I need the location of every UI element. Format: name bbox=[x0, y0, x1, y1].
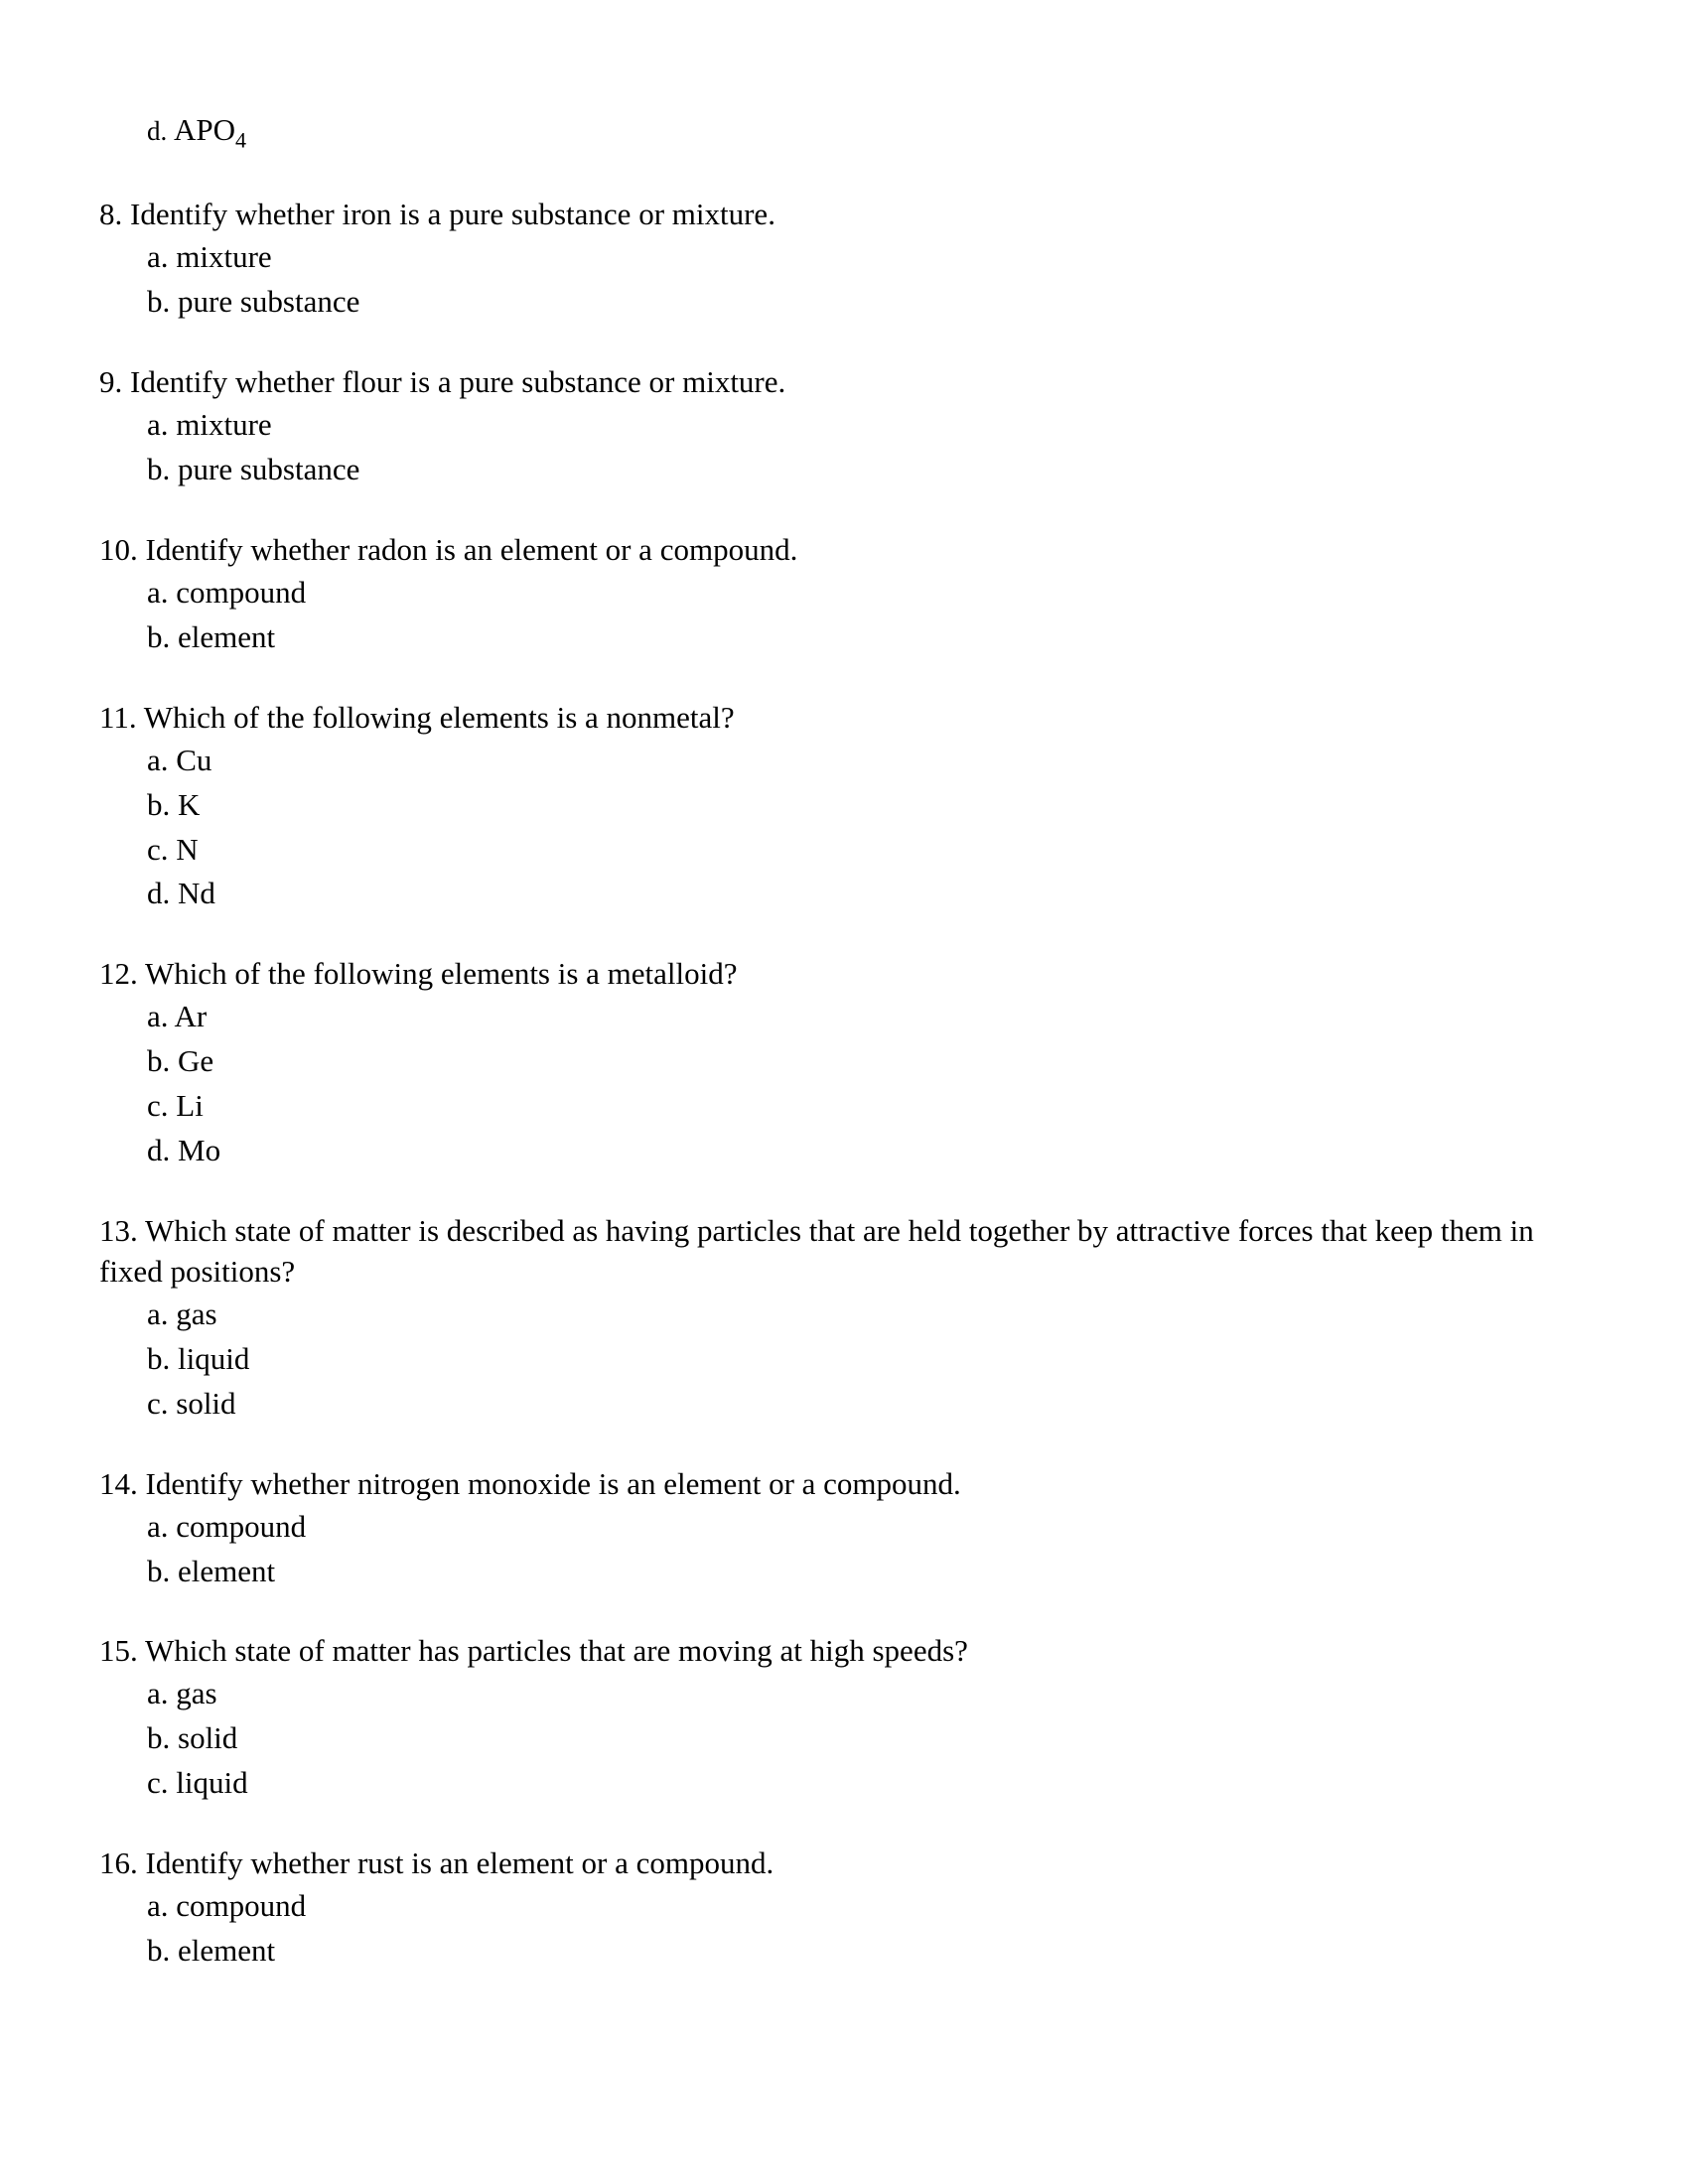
question-stem: 13. Which state of matter is described as having particles that are held together by attractive forces that keep them in fixed positions? bbox=[99, 1213, 1534, 1289]
question-block bbox=[99, 954, 1549, 1173]
option-list bbox=[99, 235, 1549, 325]
question-stem: 10. Identify whether radon is an element or a compound. bbox=[99, 531, 798, 567]
orphan-option-letter: d. bbox=[147, 116, 168, 146]
orphan-option-text: APO bbox=[174, 112, 236, 147]
question-block bbox=[99, 1464, 1549, 1594]
option-item[interactable]: a. gas bbox=[147, 1296, 217, 1331]
option-list bbox=[99, 995, 1549, 1173]
orphan-option-subscript: 4 bbox=[235, 127, 247, 153]
question-block bbox=[99, 362, 1549, 492]
option-item[interactable]: b. K bbox=[147, 786, 201, 822]
option-item[interactable]: b. element bbox=[147, 618, 276, 654]
option-item[interactable]: c. N bbox=[147, 831, 199, 867]
question-stem: 16. Identify whether rust is an element or a compound. bbox=[99, 1845, 774, 1881]
orphan-option-d bbox=[99, 109, 1549, 155]
option-item[interactable]: b. liquid bbox=[147, 1340, 250, 1376]
question-block bbox=[99, 1631, 1549, 1806]
option-item[interactable]: c. solid bbox=[147, 1385, 236, 1421]
question-stem: 14. Identify whether nitrogen monoxide is an element or a compound. bbox=[99, 1465, 961, 1501]
option-item[interactable]: a. compound bbox=[147, 1888, 307, 1924]
option-item[interactable]: b. pure substance bbox=[147, 452, 360, 486]
question-stem: 9. Identify whether flour is a pure substance or mixture. bbox=[99, 364, 786, 400]
option-item[interactable]: c. liquid bbox=[147, 1765, 248, 1801]
option-item[interactable]: a. Cu bbox=[147, 742, 212, 777]
option-item[interactable]: b. solid bbox=[147, 1720, 238, 1756]
question-stem: 12. Which of the following elements is a metalloid? bbox=[99, 956, 738, 992]
question-block bbox=[99, 1211, 1549, 1427]
option-list bbox=[99, 1884, 1549, 1974]
question-block bbox=[99, 1843, 1549, 1974]
option-item[interactable]: a. Ar bbox=[147, 999, 208, 1034]
option-item[interactable]: b. element bbox=[147, 1933, 276, 1968]
option-item[interactable]: a. mixture bbox=[147, 239, 272, 275]
option-item[interactable]: a. compound bbox=[147, 1508, 307, 1544]
option-item[interactable]: c. Li bbox=[147, 1088, 204, 1124]
option-list bbox=[99, 1293, 1549, 1427]
option-item[interactable]: b. pure substance bbox=[147, 284, 360, 320]
option-list bbox=[99, 571, 1549, 660]
question-block bbox=[99, 195, 1549, 325]
option-item[interactable]: d. Mo bbox=[147, 1133, 221, 1168]
question-block bbox=[99, 698, 1549, 917]
question-stem: 8. Identify whether iron is a pure substance or mixture. bbox=[99, 197, 775, 232]
question-block bbox=[99, 530, 1549, 660]
option-list bbox=[99, 1672, 1549, 1806]
page-content bbox=[99, 109, 1549, 1974]
question-stem: 15. Which state of matter has particles that are moving at high speeds? bbox=[99, 1633, 968, 1669]
question-stem: 11. Which of the following elements is a nonmetal? bbox=[99, 699, 735, 735]
option-item[interactable]: a. mixture bbox=[147, 407, 272, 443]
option-item[interactable]: b. element bbox=[147, 1553, 276, 1588]
option-list bbox=[99, 1505, 1549, 1594]
option-item[interactable]: d. Nd bbox=[147, 876, 215, 911]
option-item[interactable]: b. Ge bbox=[147, 1043, 214, 1079]
option-list bbox=[99, 739, 1549, 917]
option-item[interactable]: a. gas bbox=[147, 1676, 217, 1711]
option-list bbox=[99, 403, 1549, 492]
option-item[interactable]: a. compound bbox=[147, 574, 307, 610]
